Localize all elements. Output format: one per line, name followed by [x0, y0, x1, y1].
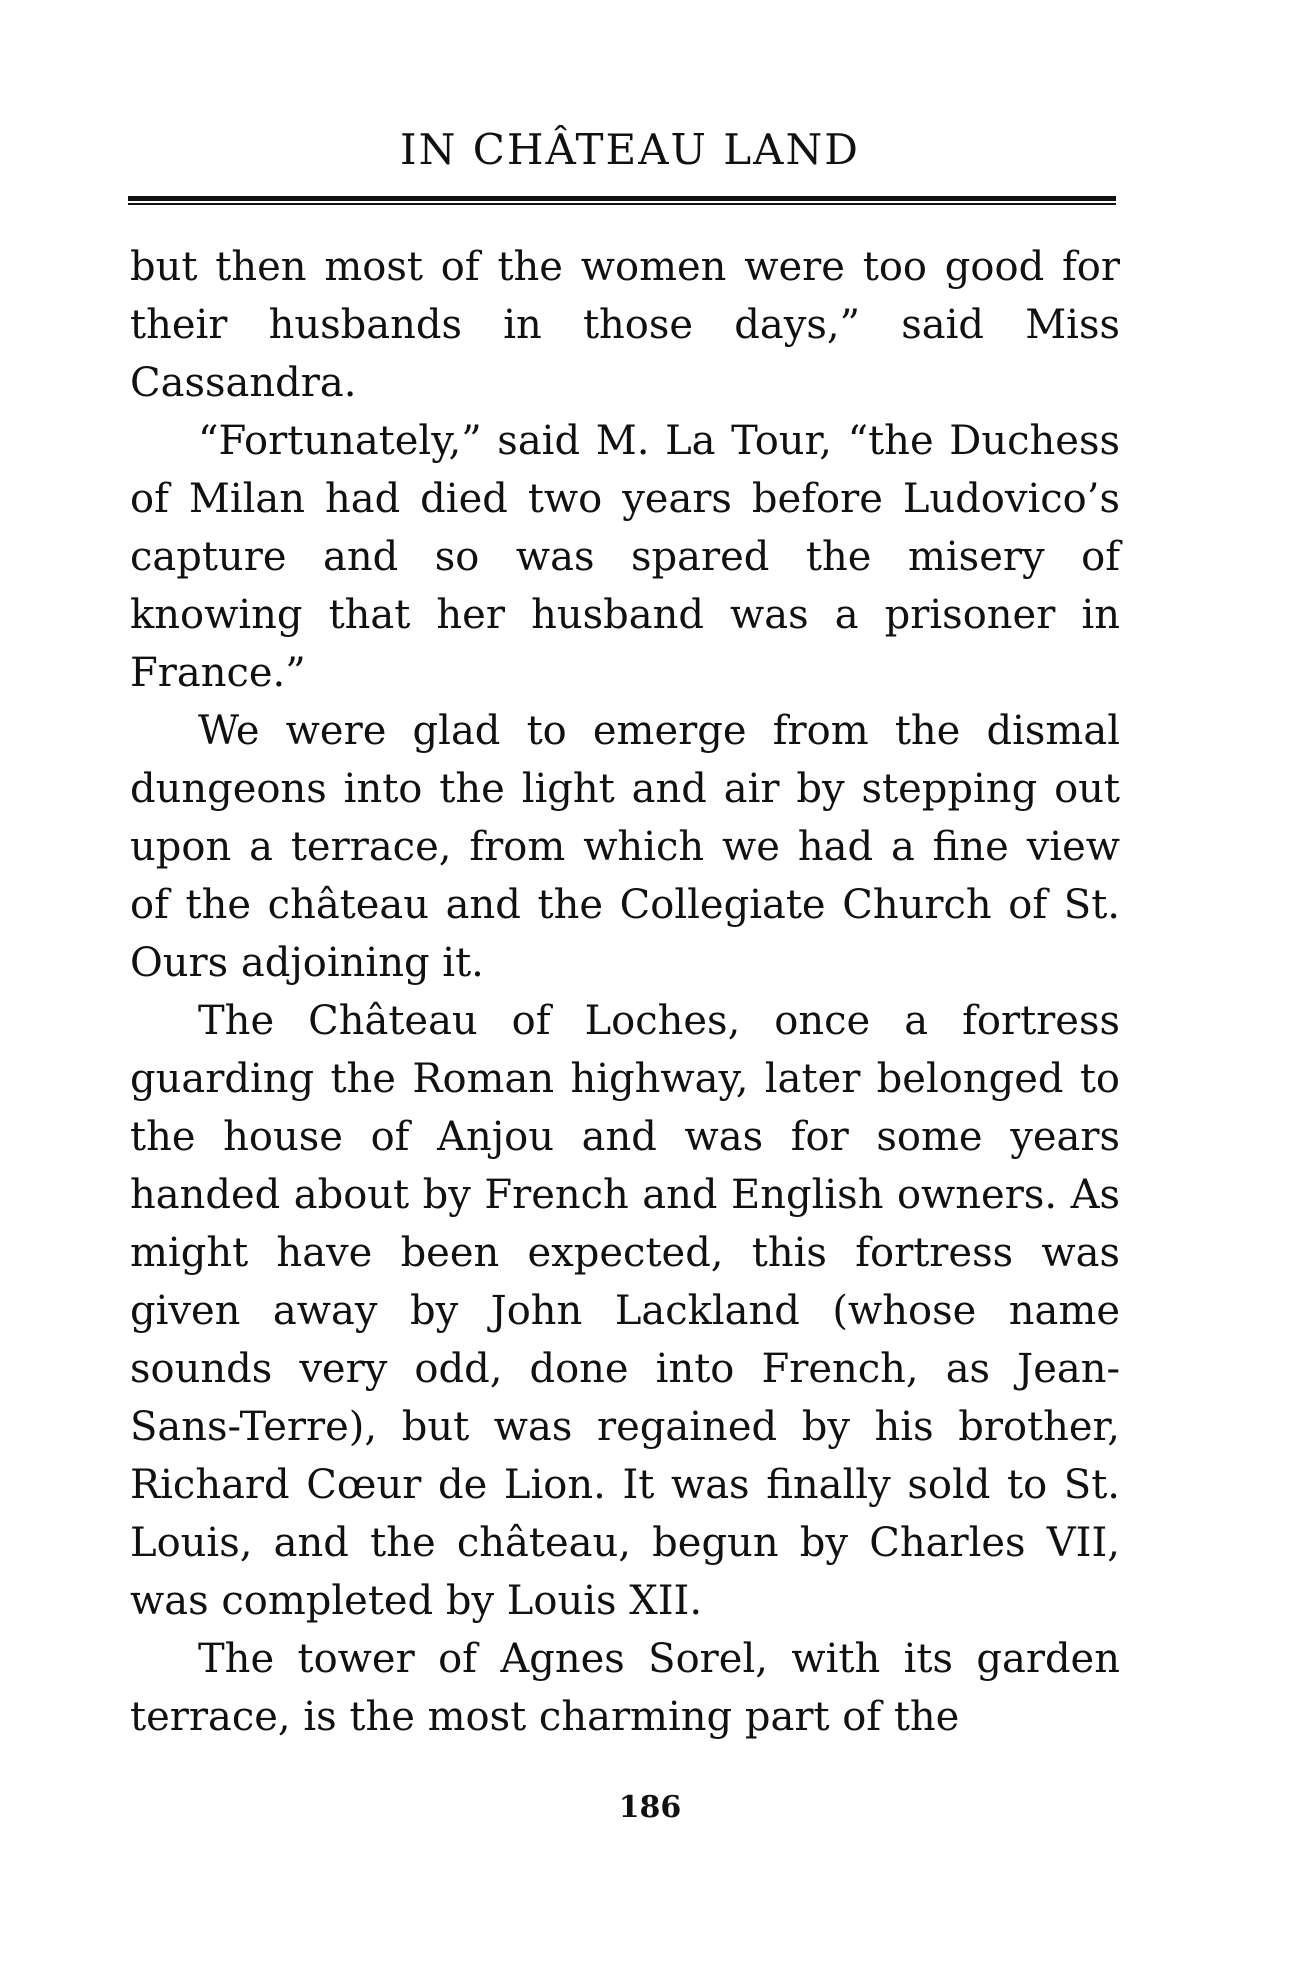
- header-double-rule: [128, 196, 1116, 206]
- page-number: 186: [618, 1790, 682, 1825]
- paragraph: The tower of Agnes Sorel, with its garden terrace, is the most charming part of the: [130, 1636, 1120, 1740]
- running-title: IN CHÂTEAU LAND: [400, 125, 860, 174]
- paragraph-continued: but then most of the women were too good for their husbands in those days,” said Miss Cassandra.: [130, 244, 1120, 406]
- body-text: [130, 238, 1120, 1746]
- paragraph: The Château of Loches, once a fortress guarding the Roman highway, later belonged to the house of Anjou and was for some years handed about by French and English owners. As might have been expected, this fortress was given away by John Lackland (whose name sounds very odd, done into French, as Jean-Sans-Terre), but was regained by his brother, Richard Cœur de Lion. It was finally sold to St. Louis, and the château, begun by Charles VII, was completed by Louis XII.: [130, 998, 1120, 1624]
- paragraph: “Fortunately,” said M. La Tour, “the Duchess of Milan had died two years before Ludovico’s capture and so was spared the misery of knowing that her husband was a prisoner in France.”: [130, 418, 1120, 696]
- paragraph: We were glad to emerge from the dismal dungeons into the light and air by stepping out upon a terrace, from which we had a fine view of the château and the Collegiate Church of St. Ours adjoining it.: [130, 708, 1120, 986]
- header-rule-thin: [128, 203, 1116, 205]
